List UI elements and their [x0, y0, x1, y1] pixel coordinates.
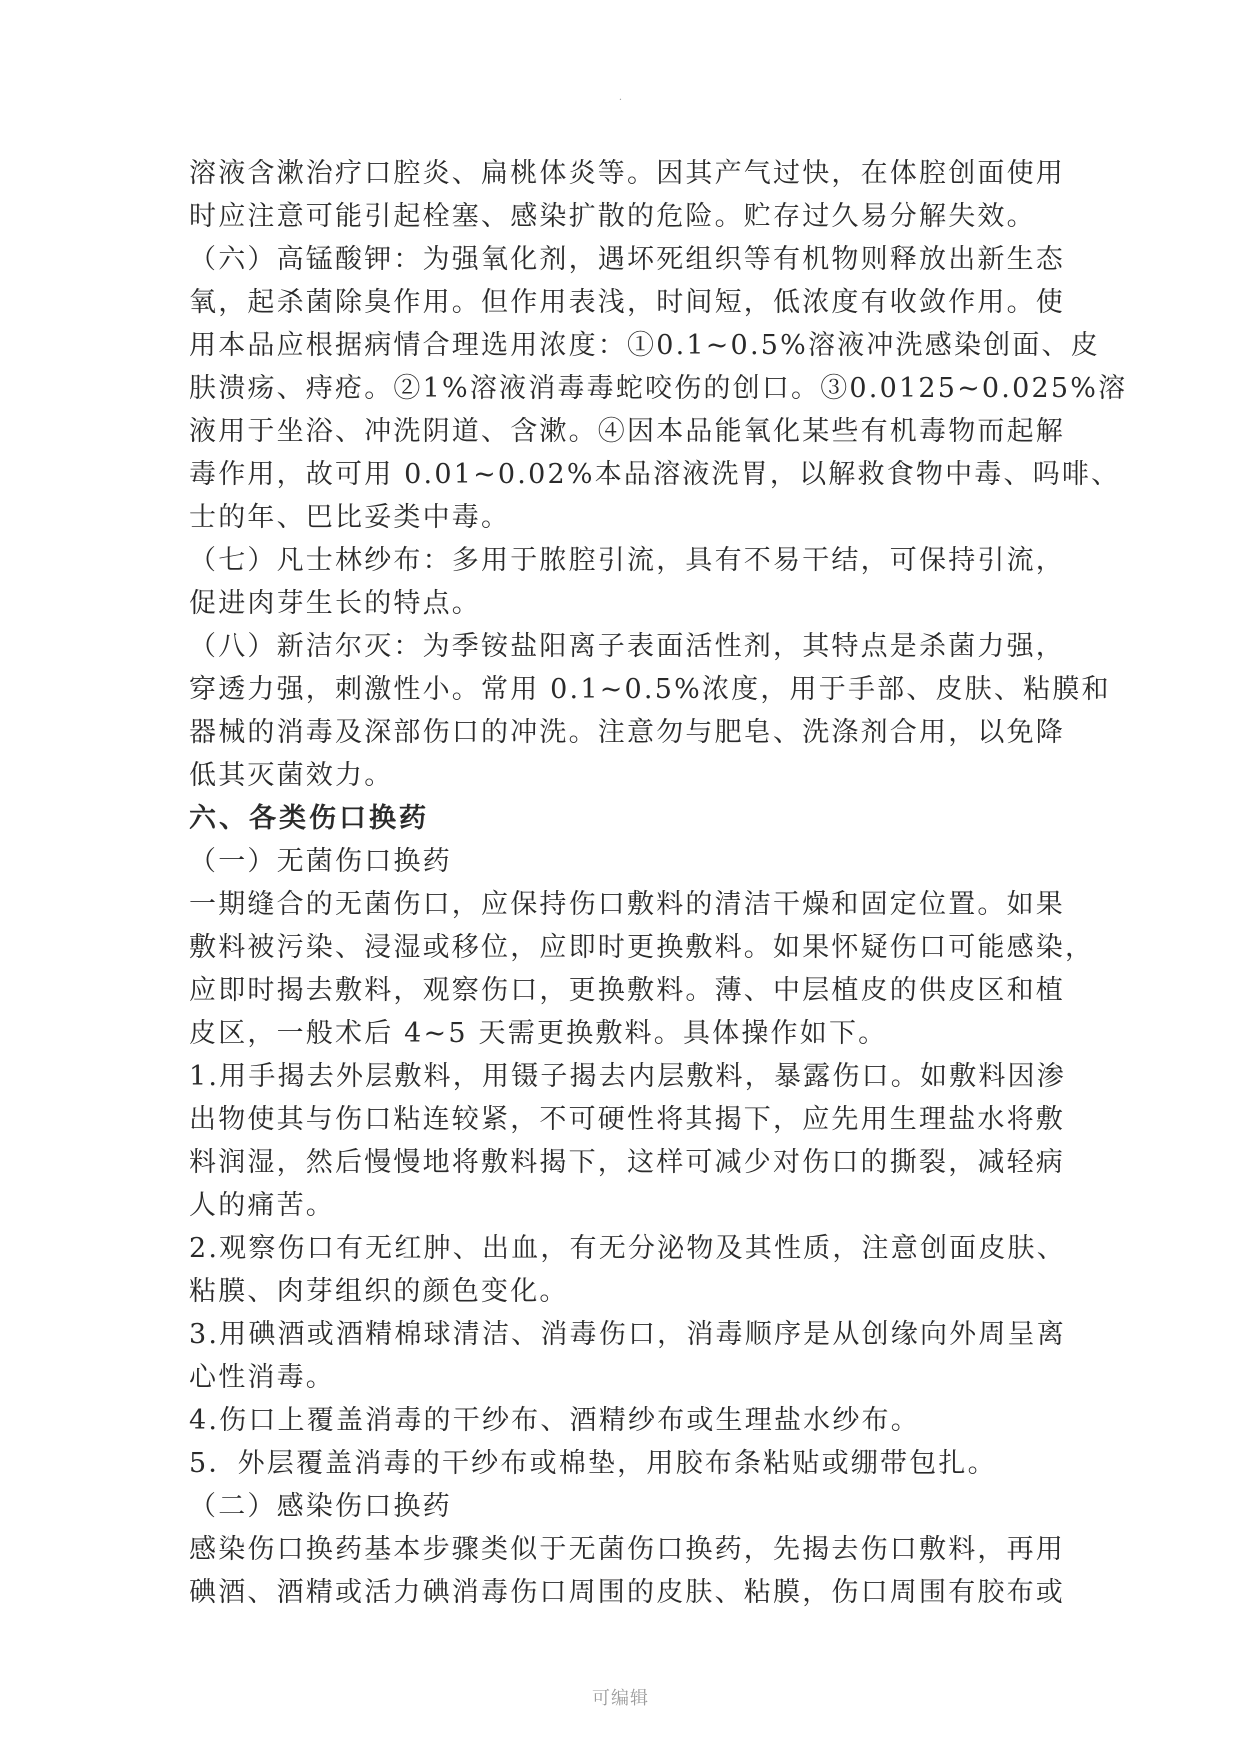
text-line: 应即时揭去敷料，观察伤口，更换敷料。薄、中层植皮的供皮区和植 [189, 975, 1065, 1006]
text-line: 人的痛苦。 [189, 1190, 335, 1221]
text-line: 心性消毒。 [189, 1362, 335, 1393]
text-line: 出物使其与伤口粘连较紧，不可硬性将其揭下，应先用生理盐水将敷 [189, 1104, 1065, 1135]
text-line: 士的年、巴比妥类中毒。 [189, 502, 511, 533]
step-item-3: 3.用碘酒或酒精棉球清洁、消毒伤口，消毒顺序是从创缘向外周呈离 [189, 1319, 1066, 1350]
section-item-7: （七）凡士林纱布：多用于脓腔引流，具有不易干结，可保持引流， [189, 545, 1065, 576]
step-item-2: 2.观察伤口有无红肿、出血，有无分泌物及其性质，注意创面皮肤、 [189, 1233, 1066, 1264]
section-item-6: （六）高锰酸钾：为强氧化剂，遇坏死组织等有机物则释放出新生态 [189, 244, 1065, 275]
header-mark: . [618, 92, 623, 103]
text-line: 敷料被污染、浸湿或移位，应即时更换敷料。如果怀疑伤口可能感染， [189, 932, 1095, 963]
text-line: 感染伤口换药基本步骤类似于无菌伤口换药，先揭去伤口敷料，再用 [189, 1534, 1065, 1565]
document-body [189, 152, 1128, 1614]
text-line: 时应注意可能引起栓塞、感染扩散的危险。贮存过久易分解失效。 [189, 201, 1036, 232]
text-line: 皮区，一般术后 4~5 天需更换敷料。具体操作如下。 [189, 1018, 888, 1049]
text-line: 一期缝合的无菌伤口，应保持伤口敷料的清洁干燥和固定位置。如果 [189, 889, 1065, 920]
text-line: 毒作用，故可用 0.01~0.02%本品溶液洗胃，以解救食物中毒、吗啡、 [189, 459, 1121, 490]
subsection-heading: （二）感染伤口换药 [189, 1491, 452, 1522]
text-line: 液用于坐浴、冲洗阴道、含漱。④因本品能氧化某些有机毒物而起解 [189, 416, 1065, 447]
step-item-5: 5．外层覆盖消毒的干纱布或棉垫，用胶布条粘贴或绷带包扎。 [189, 1448, 997, 1479]
text-line: 器械的消毒及深部伤口的冲洗。注意勿与肥皂、洗涤剂合用，以免降 [189, 717, 1065, 748]
text-line: 用本品应根据病情合理选用浓度：①0.1~0.5%溶液冲洗感染创面、皮 [189, 330, 1100, 361]
text-line: 氧，起杀菌除臭作用。但作用表浅，时间短，低浓度有收敛作用。使 [189, 287, 1065, 318]
section-item-8: （八）新洁尔灭：为季铵盐阳离子表面活性剂，其特点是杀菌力强， [189, 631, 1065, 662]
text-line: 低其灭菌效力。 [189, 760, 394, 791]
text-line: 料润湿，然后慢慢地将敷料揭下，这样可减少对伤口的撕裂，减轻病 [189, 1147, 1065, 1178]
step-item-4: 4.伤口上覆盖消毒的干纱布、酒精纱布或生理盐水纱布。 [189, 1405, 920, 1436]
text-line: 肤溃疡、痔疮。②1%溶液消毒毒蛇咬伤的创口。③0.0125~0.025%溶 [189, 373, 1128, 404]
text-line: 穿透力强，刺激性小。常用 0.1~0.5%浓度，用于手部、皮肤、粘膜和 [189, 674, 1111, 705]
text-line: 碘酒、酒精或活力碘消毒伤口周围的皮肤、粘膜，伤口周围有胶布或 [189, 1577, 1065, 1608]
step-item-1: 1.用手揭去外层敷料，用镊子揭去内层敷料，暴露伤口。如敷料因渗 [189, 1061, 1066, 1092]
text-line: 溶液含漱治疗口腔炎、扁桃体炎等。因其产气过快，在体腔创面使用 [189, 158, 1065, 189]
text-line: 促进肉芽生长的特点。 [189, 588, 481, 619]
subsection-heading: （一）无菌伤口换药 [189, 846, 452, 877]
page-footer: 可编辑 [592, 1688, 649, 1709]
section-heading: 六、各类伤口换药 [189, 803, 429, 834]
text-line: 粘膜、肉芽组织的颜色变化。 [189, 1276, 569, 1307]
